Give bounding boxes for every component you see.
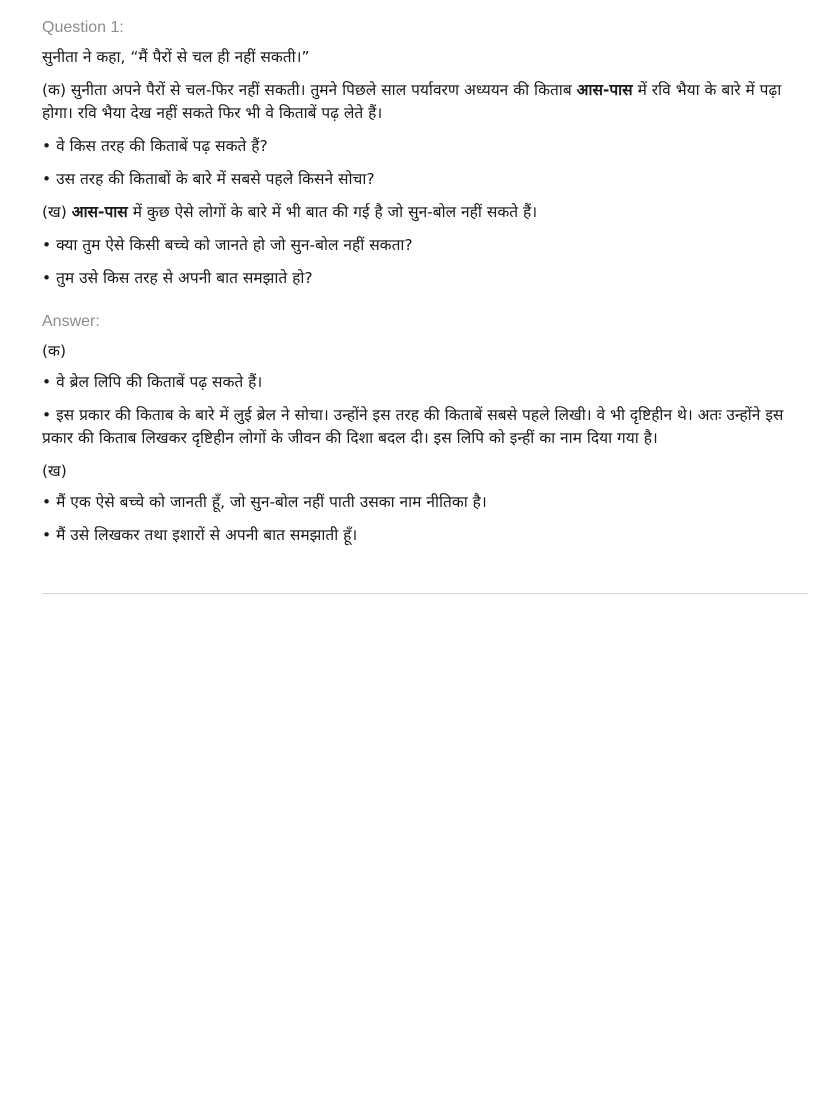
question-bullet: • क्या तुम ऐसे किसी बच्चे को जानते हो जो सुन-बोल नहीं सकता?: [42, 236, 413, 254]
question-part-ka: [42, 79, 808, 125]
question-label: Question 1:: [42, 19, 124, 36]
question-bullet: • उस तरह की किताबों के बारे में सबसे पहले किसने सोचा?: [42, 170, 375, 188]
question-bullet: • तुम उसे किस तरह से अपनी बात समझाते हो?: [42, 269, 313, 287]
part-kha-prefix: (ख): [42, 203, 72, 221]
part-ka-prefix: (क) सुनीता अपने पैरों से चल-फिर नहीं सकती। तुमने पिछले साल पर्यावरण अध्ययन की किताब: [42, 81, 577, 99]
answer-bullet: • वे ब्रेल लिपि की किताबें पढ़ सकते हैं।: [42, 373, 263, 391]
question-bullet: • वे किस तरह की किताबें पढ़ सकते हैं?: [42, 137, 268, 155]
book-title-bold: आस-पास: [71, 203, 128, 221]
answer-label: Answer:: [42, 313, 100, 330]
part-ka-suffix: में रवि भैया के बारे में पढ़ा होगा। रवि भैया देख नहीं सकते फिर भी वे किताबें पढ़ लेते हैं।: [42, 81, 782, 122]
part-kha-suffix: में कुछ ऐसे लोगों के बारे में भी बात की गई है जो सुन-बोल नहीं सकते हैं।: [127, 203, 538, 221]
section-divider: [42, 593, 808, 594]
question-intro: सुनीता ने कहा, “मैं पैरों से चल ही नहीं सकती।”: [42, 48, 310, 66]
answer-part-kha-label: (ख): [42, 462, 67, 480]
answer-bullet: • इस प्रकार की किताब के बारे में लुई ब्रेल ने सोचा। उन्होंने इस तरह की किताबें सबसे पहले लिखी। वे भी दृष्टिहीन थे। अतः उन्होंने इस प्रकार की किताब लिखकर दृष्टिहीन लोगों के जीवन की दिशा बदल दी। इस लिपि को इन्हीं का नाम दिया गया है।: [42, 406, 784, 447]
question-part-kha: [42, 201, 808, 224]
answer-bullet: • मैं एक ऐसे बच्चे को जानती हूँ, जो सुन-बोल नहीं पाती उसका नाम नीतिका है।: [42, 493, 487, 511]
answer-bullet: • मैं उसे लिखकर तथा इशारों से अपनी बात समझाती हूँ।: [42, 526, 358, 544]
document-page: [42, 16, 808, 557]
answer-part-ka-label: (क): [42, 342, 66, 360]
book-title-bold: आस-पास: [576, 81, 633, 99]
